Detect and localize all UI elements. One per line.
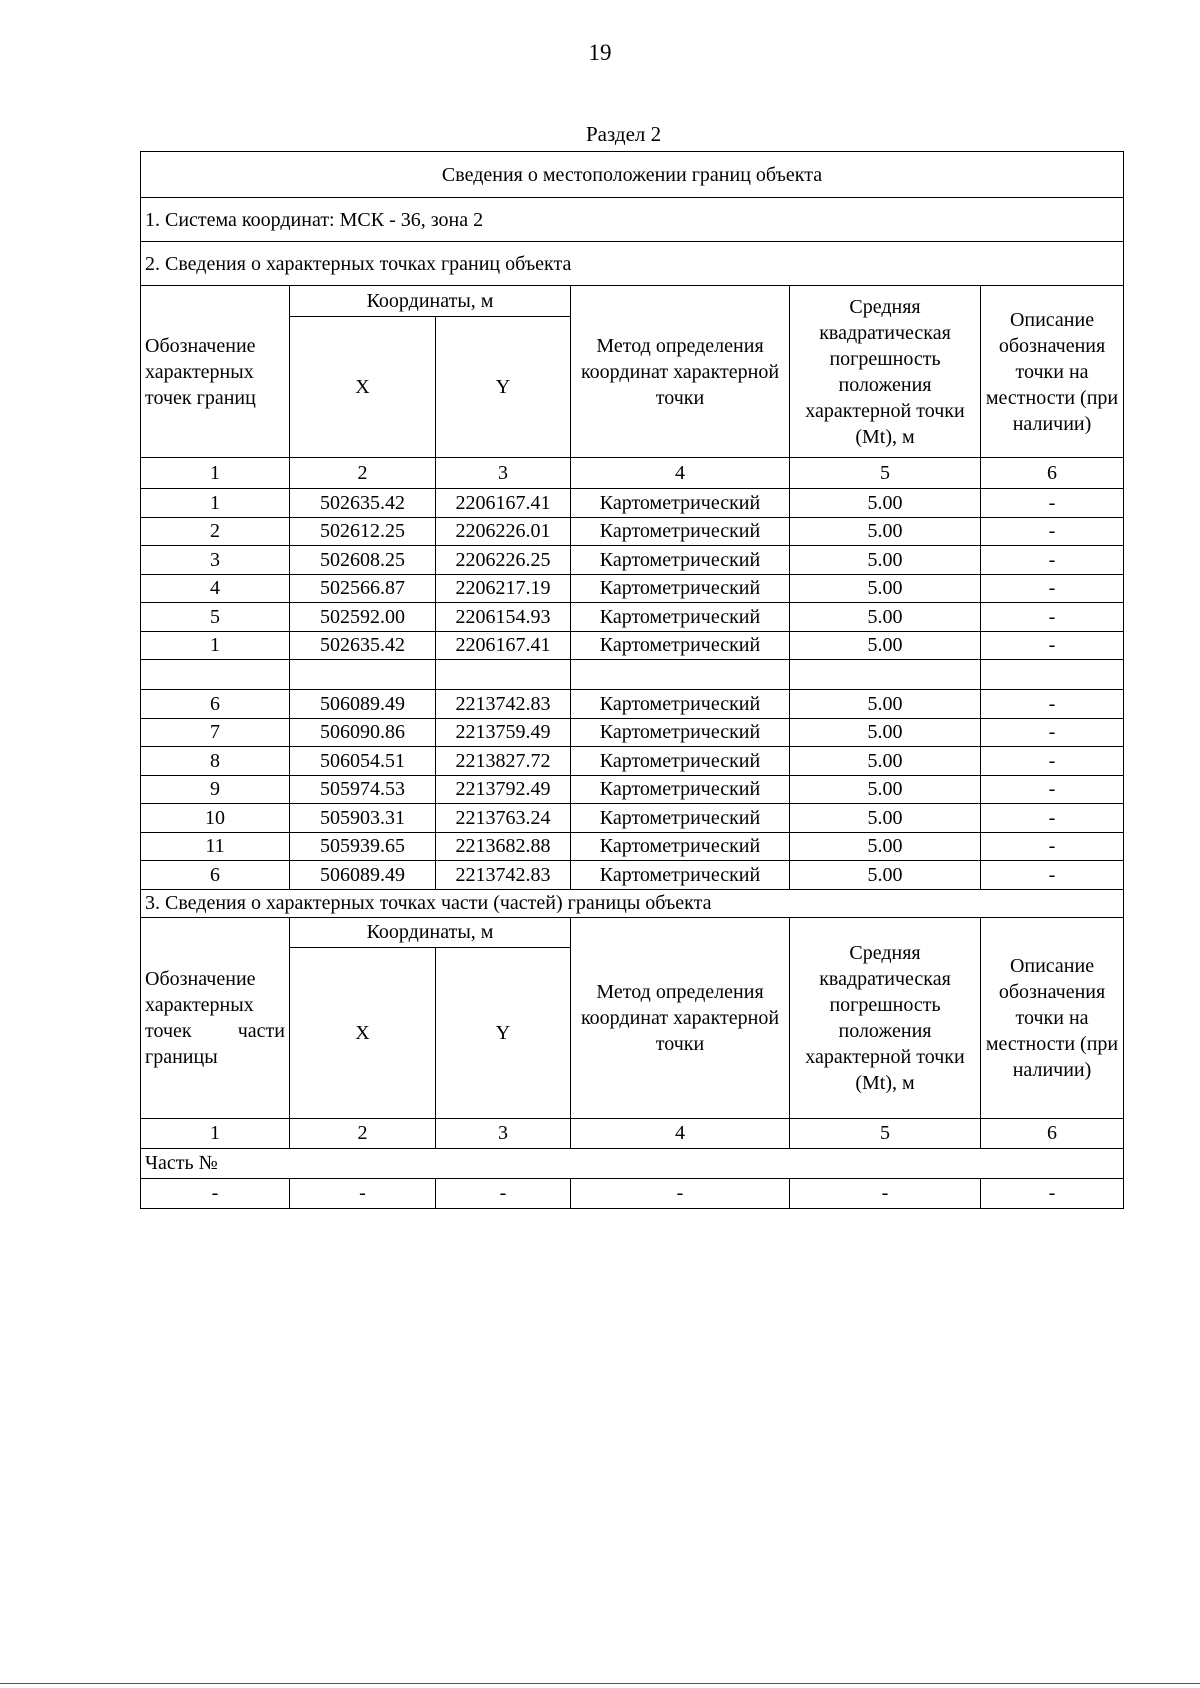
- bottom-edge-line: [0, 1683, 1200, 1684]
- description: -: [981, 631, 1124, 660]
- mt-value: 5.00: [790, 574, 981, 603]
- method: Картометрический: [571, 832, 790, 861]
- table-row: [141, 804, 1124, 833]
- table-row: [141, 747, 1124, 776]
- coord-y: 2206226.01: [436, 517, 571, 546]
- method: Картометрический: [571, 718, 790, 747]
- col-number: 6: [981, 458, 1124, 489]
- header2-coordinates: Координаты, м: [290, 917, 571, 947]
- table-row: [141, 603, 1124, 632]
- description: -: [981, 574, 1124, 603]
- coord-y: 2213763.24: [436, 804, 571, 833]
- coord-y: 2213742.83: [436, 861, 571, 890]
- coord-x: 505974.53: [290, 775, 436, 804]
- col-number: 5: [790, 1118, 981, 1148]
- empty-cell: [790, 660, 981, 690]
- point-number: 10: [141, 804, 290, 833]
- method: Картометрический: [571, 489, 790, 518]
- header-method: Метод определения координат характерной точки: [571, 286, 790, 458]
- point-number: 5: [141, 603, 290, 632]
- empty-separator-row: [141, 660, 1124, 690]
- description: -: [981, 546, 1124, 575]
- description: -: [981, 861, 1124, 890]
- table-row: [141, 690, 1124, 719]
- mt-value: 5.00: [790, 775, 981, 804]
- point-number: 9: [141, 775, 290, 804]
- table-title: Сведения о местоположении границ объекта: [141, 152, 1124, 198]
- coord-y: 2206154.93: [436, 603, 571, 632]
- table-row: [141, 574, 1124, 603]
- description: -: [981, 603, 1124, 632]
- table-row: [141, 489, 1124, 518]
- part-cell: -: [981, 1178, 1124, 1208]
- description: -: [981, 775, 1124, 804]
- mt-value: 5.00: [790, 832, 981, 861]
- point-number: 3: [141, 546, 290, 575]
- point-number: 4: [141, 574, 290, 603]
- col-number: 4: [571, 1118, 790, 1148]
- mt-value: 5.00: [790, 631, 981, 660]
- coord-y: 2213827.72: [436, 747, 571, 776]
- point-number: 1: [141, 489, 290, 518]
- method: Картометрический: [571, 517, 790, 546]
- col-number: 1: [141, 458, 290, 489]
- mt-value: 5.00: [790, 718, 981, 747]
- mt-value: 5.00: [790, 489, 981, 518]
- col-number: 5: [790, 458, 981, 489]
- description: -: [981, 804, 1124, 833]
- coord-x: 502608.25: [290, 546, 436, 575]
- table-row: [141, 517, 1124, 546]
- col-number: 2: [290, 1118, 436, 1148]
- coord-y: 2213759.49: [436, 718, 571, 747]
- header2-y: Y: [436, 947, 571, 1118]
- description: -: [981, 489, 1124, 518]
- point-number: 8: [141, 747, 290, 776]
- part-cell: -: [436, 1178, 571, 1208]
- mt-value: 5.00: [790, 546, 981, 575]
- parts-heading: 3. Сведения о характерных точках части (частей) границы объекта: [141, 889, 1124, 917]
- coord-x: 502566.87: [290, 574, 436, 603]
- col-number: 3: [436, 1118, 571, 1148]
- point-number: 11: [141, 832, 290, 861]
- column-numbers-row: [141, 458, 1124, 489]
- point-number: 2: [141, 517, 290, 546]
- part-cell: -: [290, 1178, 436, 1208]
- part-cell: -: [790, 1178, 981, 1208]
- coord-x: 506090.86: [290, 718, 436, 747]
- method: Картометрический: [571, 603, 790, 632]
- coord-y: 2206226.25: [436, 546, 571, 575]
- description: -: [981, 690, 1124, 719]
- description: -: [981, 718, 1124, 747]
- column-numbers-row-2: [141, 1118, 1124, 1148]
- part-cell: -: [141, 1178, 290, 1208]
- coord-x: 502612.25: [290, 517, 436, 546]
- coord-y: 2206217.19: [436, 574, 571, 603]
- header2-x: X: [290, 947, 436, 1118]
- coord-x: 506089.49: [290, 690, 436, 719]
- method: Картометрический: [571, 747, 790, 776]
- coord-y: 2213792.49: [436, 775, 571, 804]
- mt-value: 5.00: [790, 804, 981, 833]
- empty-cell: [571, 660, 790, 690]
- point-number: 1: [141, 631, 290, 660]
- empty-cell: [981, 660, 1124, 690]
- table-row: [141, 631, 1124, 660]
- part-cell: -: [571, 1178, 790, 1208]
- header-coordinates: Координаты, м: [290, 286, 571, 317]
- empty-cell: [290, 660, 436, 690]
- header2-error: Средняя квадратическая погрешность положения характерной точки (Mt), м: [790, 917, 981, 1118]
- method: Картометрический: [571, 574, 790, 603]
- section-label: Раздел 2: [586, 122, 662, 146]
- page-number: 19: [588, 40, 612, 65]
- coord-y: 2213742.83: [436, 690, 571, 719]
- mt-value: 5.00: [790, 517, 981, 546]
- coord-system: 1. Система координат: МСК - 36, зона 2: [141, 198, 1124, 242]
- method: Картометрический: [571, 775, 790, 804]
- table-row: [141, 718, 1124, 747]
- coord-y: 2206167.41: [436, 489, 571, 518]
- coord-x: 506054.51: [290, 747, 436, 776]
- point-number: 7: [141, 718, 290, 747]
- col-number: 6: [981, 1118, 1124, 1148]
- coord-y: 2213682.88: [436, 832, 571, 861]
- table-row: [141, 775, 1124, 804]
- mt-value: 5.00: [790, 690, 981, 719]
- header2-designation: Обозначение характерных точек части границы: [141, 917, 290, 1118]
- boundary-table: [140, 151, 1124, 1209]
- part-row: [141, 1178, 1124, 1208]
- coord-x: 502592.00: [290, 603, 436, 632]
- empty-cell: [141, 660, 290, 690]
- header-description: Описание обозначения точки на местности (при наличии): [981, 286, 1124, 458]
- description: -: [981, 517, 1124, 546]
- col-number: 2: [290, 458, 436, 489]
- coord-y: 2206167.41: [436, 631, 571, 660]
- method: Картометрический: [571, 804, 790, 833]
- coord-x: 505939.65: [290, 832, 436, 861]
- col-number: 1: [141, 1118, 290, 1148]
- empty-cell: [436, 660, 571, 690]
- mt-value: 5.00: [790, 603, 981, 632]
- col-number: 3: [436, 458, 571, 489]
- point-number: 6: [141, 690, 290, 719]
- header-x: X: [290, 317, 436, 458]
- description: -: [981, 747, 1124, 776]
- mt-value: 5.00: [790, 861, 981, 890]
- method: Картометрический: [571, 690, 790, 719]
- header-designation: Обозначение характерных точек границ: [141, 286, 290, 458]
- header-y: Y: [436, 317, 571, 458]
- part-label: Часть №: [141, 1148, 1124, 1178]
- points-heading: 2. Сведения о характерных точках границ объекта: [141, 242, 1124, 286]
- header2-description: Описание обозначения точки на местности (при наличии): [981, 917, 1124, 1118]
- table-row: [141, 832, 1124, 861]
- table-row: [141, 546, 1124, 575]
- coord-x: 505903.31: [290, 804, 436, 833]
- header2-method: Метод определения координат характерной точки: [571, 917, 790, 1118]
- coord-x: 502635.42: [290, 489, 436, 518]
- method: Картометрический: [571, 546, 790, 575]
- col-number: 4: [571, 458, 790, 489]
- coord-x: 502635.42: [290, 631, 436, 660]
- header-error: Средняя квадратическая погрешность положения характерной точки (Mt), м: [790, 286, 981, 458]
- method: Картометрический: [571, 631, 790, 660]
- mt-value: 5.00: [790, 747, 981, 776]
- description: -: [981, 832, 1124, 861]
- point-number: 6: [141, 861, 290, 890]
- coord-x: 506089.49: [290, 861, 436, 890]
- table-row: [141, 861, 1124, 890]
- method: Картометрический: [571, 861, 790, 890]
